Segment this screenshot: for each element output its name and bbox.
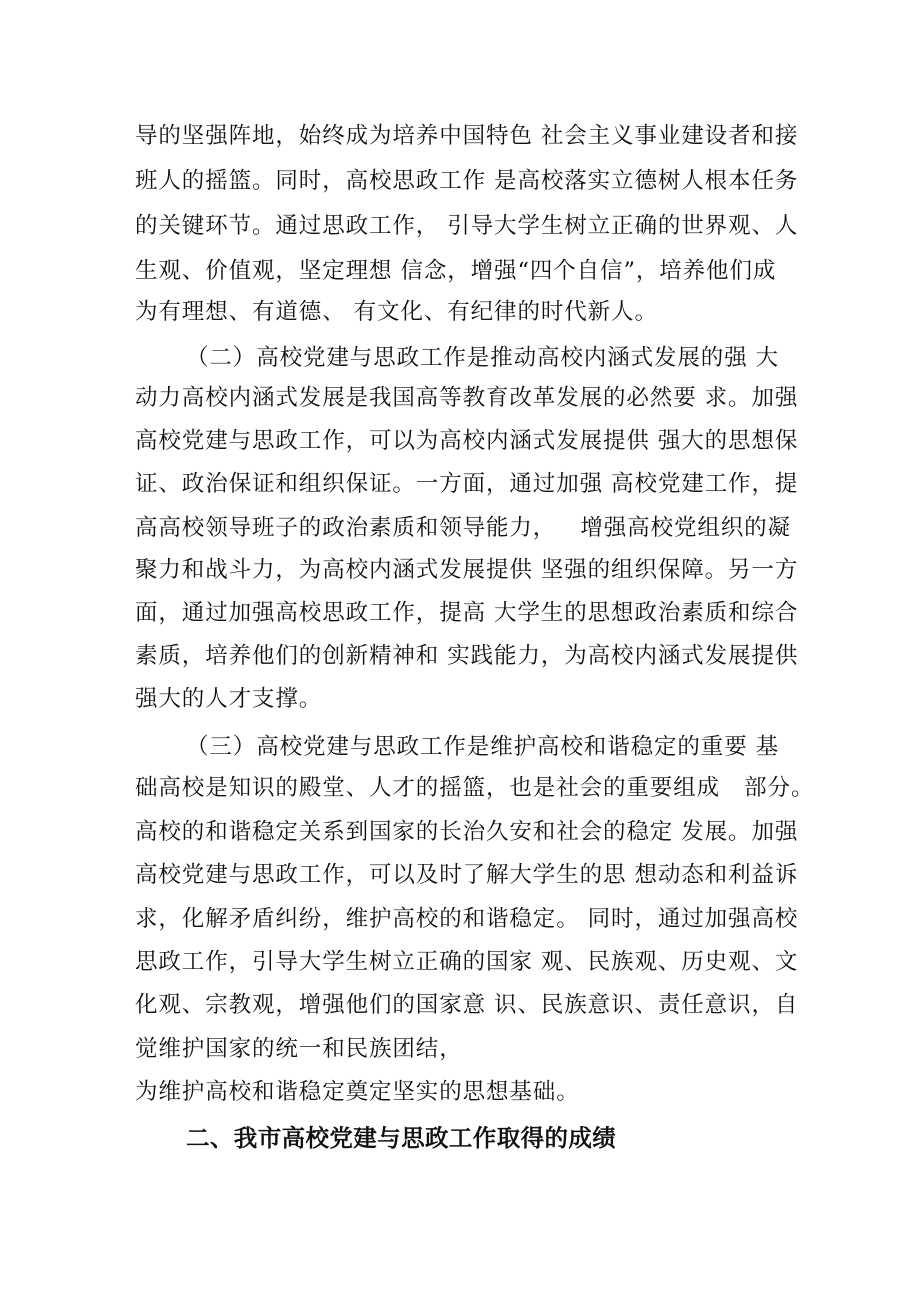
paragraph-2-line-5: 高高校领导班子的政治素质和领导能力， 增强高校党组织的凝 <box>135 515 791 541</box>
paragraph-1-line-3: 的关键环节。通过思政工作， 引导大学生树立正确的世界观、人 <box>135 213 799 239</box>
paragraph-3-line-3: 高校的和谐稳定关系到国家的长治久安和社会的稳定 发展。加强 <box>135 819 799 845</box>
paragraph-2-line-9: 强大的人才支撑。 <box>135 686 323 712</box>
paragraph-1-line-5: 为有理想、有道德、 有文化、有纪律的时代新人。 <box>135 299 658 325</box>
paragraph-2-line-2: 动力高校内涵式发展是我国高等教育改革发展的必然要 求。加强 <box>135 385 799 411</box>
paragraph-3-line-2: 础高校是知识的殿堂、人才的摇篮，也是社会的重要组成 部分。 <box>135 775 815 801</box>
paragraph-3-line-9: 为维护高校和谐稳定奠定坚实的思想基础。 <box>135 1079 580 1105</box>
paragraph-3-line-5: 求，化解矛盾纠纷，维护高校的和谐稳定。 同时，通过加强高校 <box>135 906 799 932</box>
paragraph-2-line-7: 面，通过加强高校思政工作，提高 大学生的思想政治素质和综合 <box>135 600 799 626</box>
paragraph-1-line-4: 生观、价值观，坚定理想 信念，增强“四个自信”，培养他们成 <box>135 258 777 284</box>
paragraph-2-line-1: （二）高校党建与思政工作是推动高校内涵式发展的强 大 <box>186 345 780 371</box>
paragraph-2-line-4: 证、政治保证和组织保证。一方面，通过加强 高校党建工作，提 <box>135 471 799 497</box>
paragraph-3-line-1: （三）高校党建与思政工作是维护高校和谐稳定的重要 基 <box>186 734 780 760</box>
paragraph-2-line-3: 高校党建与思政工作，可以为高校内涵式发展提供 强大的思想保 <box>135 428 799 454</box>
paragraph-3-line-8: 觉维护国家的统一和民族团结， <box>135 1036 463 1062</box>
paragraph-1-line-1: 导的坚强阵地，始终成为培养中国特色 社会主义事业建设者和接 <box>135 123 799 149</box>
paragraph-1-line-2: 班人的摇篮。同时，高校思政工作 是高校落实立德树人根本任务 <box>135 168 799 194</box>
paragraph-2-line-8: 素质，培养他们的创新精神和 实践能力，为高校内涵式发展提供 <box>135 643 799 669</box>
paragraph-2-line-6: 聚力和战斗力，为高校内涵式发展提供 坚强的组织保障。另一方 <box>135 557 799 583</box>
paragraph-3-line-4: 高校党建与思政工作，可以及时了解大学生的思 想动态和利益诉 <box>135 862 799 888</box>
paragraph-3-line-7: 化观、宗教观，增强他们的国家意 识、民族意识、责任意识，自 <box>135 992 799 1018</box>
paragraph-3-line-6: 思政工作，引导大学生树立正确的国家 观、民族观、历史观、文 <box>135 949 799 975</box>
section-heading: 二、我市高校党建与思政工作取得的成绩 <box>186 1124 617 1152</box>
